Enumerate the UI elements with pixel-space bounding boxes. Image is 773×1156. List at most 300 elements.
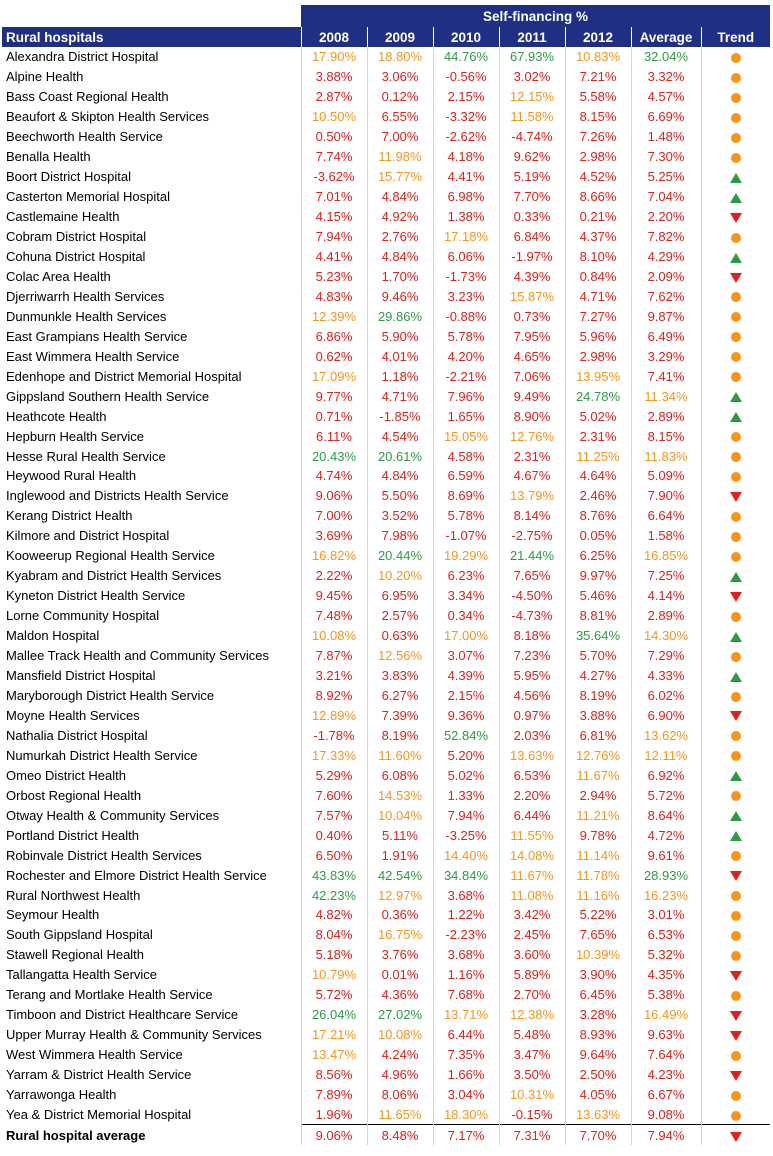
value-2010: -0.56% xyxy=(433,67,499,87)
value-2008: 1.96% xyxy=(301,1105,367,1125)
hospital-name: Hesse Rural Health Service xyxy=(6,448,166,464)
value-2012: 5.70% xyxy=(565,646,631,666)
value-2009: 7.00% xyxy=(367,127,433,147)
average-value: 3.32% xyxy=(631,67,701,87)
value-2008: 4.83% xyxy=(301,286,367,306)
value-2012: 6.81% xyxy=(565,725,631,745)
table-row xyxy=(2,167,770,187)
value-2012: 2.94% xyxy=(565,785,631,805)
trend-cell xyxy=(701,466,770,486)
value-2009: 14.53% xyxy=(367,785,433,805)
value-2010: 15.05% xyxy=(433,426,499,446)
average-value: 7.29% xyxy=(631,646,701,666)
value-2009: 0.01% xyxy=(367,965,433,985)
value-2011: -1.97% xyxy=(499,247,565,267)
value-2011: 67.93% xyxy=(499,47,565,67)
average-value: 5.32% xyxy=(631,945,701,965)
trend-cell xyxy=(701,266,770,286)
value-2008: 8.92% xyxy=(301,686,367,706)
value-2010: 4.58% xyxy=(433,446,499,466)
header-year-2011: 2011 xyxy=(499,27,565,47)
trend-cell xyxy=(701,546,770,566)
table-row xyxy=(2,945,770,965)
value-2009: 20.61% xyxy=(367,446,433,466)
hospital-name: Maldon Hospital xyxy=(6,628,100,644)
value-2011: -2.75% xyxy=(499,526,565,546)
trend-down-icon xyxy=(730,273,742,283)
average-value: 9.63% xyxy=(631,1025,701,1045)
value-2010: 2.15% xyxy=(433,87,499,107)
hospital-name: Yea & District Memorial Hospital xyxy=(6,1107,192,1123)
super-header-blank xyxy=(2,5,301,27)
hospital-name: Kooweerup Regional Health Service xyxy=(6,548,215,564)
value-2009: 4.92% xyxy=(367,207,433,227)
value-2011: 3.60% xyxy=(499,945,565,965)
value-2012: 5.58% xyxy=(565,87,631,107)
table-row xyxy=(2,1025,770,1045)
trend-cell xyxy=(701,725,770,745)
value-2010: 6.44% xyxy=(433,1025,499,1045)
value-2012: 11.78% xyxy=(565,865,631,885)
trend-cell xyxy=(701,247,770,267)
table-row xyxy=(2,626,770,646)
table-row xyxy=(2,207,770,227)
table-row xyxy=(2,666,770,686)
hospital-name: Edenhope and District Memorial Hospital xyxy=(6,368,242,384)
trend-cell xyxy=(701,925,770,945)
value-2008: 17.09% xyxy=(301,366,367,386)
value-2008: 10.08% xyxy=(301,626,367,646)
value-2008: 3.69% xyxy=(301,526,367,546)
average-value: 4.35% xyxy=(631,965,701,985)
value-2010: 13.71% xyxy=(433,1005,499,1025)
value-2011: 6.53% xyxy=(499,765,565,785)
trend-cell xyxy=(701,207,770,227)
table-row xyxy=(2,805,770,825)
value-2009: -1.85% xyxy=(367,406,433,426)
value-2010: 1.22% xyxy=(433,905,499,925)
value-2010: 1.66% xyxy=(433,1065,499,1085)
table-row xyxy=(2,725,770,745)
value-2010: 1.38% xyxy=(433,207,499,227)
trend-up-icon xyxy=(730,193,742,203)
hospital-name: Kerang District Health xyxy=(6,508,133,524)
value-2012: 5.22% xyxy=(565,905,631,925)
value-2009: 5.50% xyxy=(367,486,433,506)
value-2008: 5.18% xyxy=(301,945,367,965)
column-header-row xyxy=(2,27,770,47)
table-row xyxy=(2,326,770,346)
average-value: 4.72% xyxy=(631,825,701,845)
trend-steady-icon xyxy=(731,233,741,243)
trend-up-icon xyxy=(730,173,742,183)
hospital-name: Omeo District Health xyxy=(6,767,126,783)
value-2010: 3.04% xyxy=(433,1085,499,1105)
value-2010: 0.34% xyxy=(433,606,499,626)
table-row xyxy=(2,885,770,905)
trend-up-icon xyxy=(730,811,742,821)
value-2012: 10.83% xyxy=(565,47,631,67)
average-value: 2.09% xyxy=(631,266,701,286)
trend-cell xyxy=(701,566,770,586)
hospital-name: Yarrawonga Health xyxy=(6,1087,117,1103)
average-value: 9.08% xyxy=(631,1105,701,1125)
average-value: 7.25% xyxy=(631,566,701,586)
value-2010: 1.16% xyxy=(433,965,499,985)
trend-steady-icon xyxy=(731,452,741,462)
table-row xyxy=(2,745,770,765)
trend-cell xyxy=(701,167,770,187)
value-2010: 18.30% xyxy=(433,1105,499,1125)
trend-steady-icon xyxy=(731,312,741,322)
hospital-name: Bass Coast Regional Health xyxy=(6,89,169,105)
value-2009: 18.80% xyxy=(367,47,433,67)
trend-cell xyxy=(701,306,770,326)
trend-steady-icon xyxy=(731,1051,741,1061)
value-2008: 12.89% xyxy=(301,705,367,725)
hospital-name: Maryborough District Health Service xyxy=(6,687,215,703)
value-2008: 7.60% xyxy=(301,785,367,805)
average-value: 16.49% xyxy=(631,1005,701,1025)
average-value: 6.69% xyxy=(631,107,701,127)
value-2011: 2.20% xyxy=(499,785,565,805)
super-header-row xyxy=(2,5,770,27)
value-2009: 4.54% xyxy=(367,426,433,446)
trend-cell xyxy=(701,1045,770,1065)
value-2010: 7.35% xyxy=(433,1045,499,1065)
value-2012: 10.39% xyxy=(565,945,631,965)
trend-down-icon xyxy=(730,592,742,602)
average-value: 7.04% xyxy=(631,187,701,207)
value-2009: 6.95% xyxy=(367,586,433,606)
value-2012: 0.05% xyxy=(565,526,631,546)
hospital-name: Heywood Rural Health xyxy=(6,468,137,484)
value-2010: 3.34% xyxy=(433,586,499,606)
footer-name: Rural hospital average xyxy=(6,1127,146,1143)
value-2011: 6.84% xyxy=(499,227,565,247)
value-2012: 7.26% xyxy=(565,127,631,147)
value-2012: 3.90% xyxy=(565,965,631,985)
trend-steady-icon xyxy=(731,1091,741,1101)
footer-value-2012: 7.70% xyxy=(565,1125,631,1146)
trend-cell xyxy=(701,586,770,606)
trend-down-icon xyxy=(730,492,742,502)
value-2011: 10.31% xyxy=(499,1085,565,1105)
value-2008: 0.71% xyxy=(301,406,367,426)
value-2009: 7.98% xyxy=(367,526,433,546)
value-2008: 13.47% xyxy=(301,1045,367,1065)
hospital-name: Djerriwarrh Health Services xyxy=(6,288,165,304)
value-2010: 19.29% xyxy=(433,546,499,566)
value-2012: 8.93% xyxy=(565,1025,631,1045)
hospital-name: Kyneton District Health Service xyxy=(6,588,186,604)
trend-cell xyxy=(701,626,770,646)
trend-steady-icon xyxy=(731,292,741,302)
trend-cell xyxy=(701,686,770,706)
value-2010: 52.84% xyxy=(433,725,499,745)
value-2012: 8.19% xyxy=(565,686,631,706)
average-value: 7.64% xyxy=(631,1045,701,1065)
hospital-name: Portland District Health xyxy=(6,827,139,843)
hospital-name: Mansfield District Hospital xyxy=(6,668,156,684)
trend-cell xyxy=(701,406,770,426)
value-2011: 8.90% xyxy=(499,406,565,426)
value-2012: 2.46% xyxy=(565,486,631,506)
value-2012: 13.63% xyxy=(565,1105,631,1125)
average-value: 32.04% xyxy=(631,47,701,67)
table-row xyxy=(2,825,770,845)
trend-cell xyxy=(701,426,770,446)
trend-steady-icon xyxy=(731,991,741,1001)
value-2008: 43.83% xyxy=(301,865,367,885)
header-year-2008: 2008 xyxy=(301,27,367,47)
value-2008: 7.74% xyxy=(301,147,367,167)
value-2010: 6.59% xyxy=(433,466,499,486)
value-2008: 20.43% xyxy=(301,446,367,466)
value-2012: 7.27% xyxy=(565,306,631,326)
value-2009: 2.76% xyxy=(367,227,433,247)
footer-trend xyxy=(701,1125,770,1146)
table-row xyxy=(2,227,770,247)
value-2010: 14.40% xyxy=(433,845,499,865)
value-2011: 5.89% xyxy=(499,965,565,985)
value-2011: 7.06% xyxy=(499,366,565,386)
value-2009: 12.56% xyxy=(367,646,433,666)
value-2012: 4.64% xyxy=(565,466,631,486)
value-2009: 4.96% xyxy=(367,1065,433,1085)
value-2009: 5.90% xyxy=(367,326,433,346)
average-value: 7.82% xyxy=(631,227,701,247)
header-rural-hospitals: Rural hospitals xyxy=(2,27,301,47)
value-2011: 15.87% xyxy=(499,286,565,306)
table-body xyxy=(2,47,770,1125)
hospital-name: Otway Health & Community Services xyxy=(6,807,220,823)
average-value: 2.20% xyxy=(631,207,701,227)
trend-down-icon xyxy=(730,871,742,881)
header-average: Average xyxy=(631,27,701,47)
table-row xyxy=(2,845,770,865)
trend-up-icon xyxy=(730,572,742,582)
hospital-name: Castlemaine Health xyxy=(6,209,120,225)
value-2008: 0.62% xyxy=(301,346,367,366)
trend-steady-icon xyxy=(731,552,741,562)
value-2012: 5.46% xyxy=(565,586,631,606)
table-row xyxy=(2,925,770,945)
value-2012: 2.31% xyxy=(565,426,631,446)
table-row xyxy=(2,286,770,306)
trend-steady-icon xyxy=(731,791,741,801)
value-2010: 6.06% xyxy=(433,247,499,267)
value-2011: 3.47% xyxy=(499,1045,565,1065)
value-2009: 15.77% xyxy=(367,167,433,187)
value-2008: 5.29% xyxy=(301,765,367,785)
value-2008: 26.04% xyxy=(301,1005,367,1025)
value-2009: 11.65% xyxy=(367,1105,433,1125)
table-row xyxy=(2,67,770,87)
value-2012: 8.81% xyxy=(565,606,631,626)
average-value: 9.87% xyxy=(631,306,701,326)
trend-steady-icon xyxy=(731,751,741,761)
table-row xyxy=(2,785,770,805)
value-2008: 16.82% xyxy=(301,546,367,566)
value-2009: 27.02% xyxy=(367,1005,433,1025)
value-2011: 11.67% xyxy=(499,865,565,885)
table-row xyxy=(2,346,770,366)
value-2010: 3.68% xyxy=(433,945,499,965)
average-value: 11.34% xyxy=(631,386,701,406)
hospital-name: Casterton Memorial Hospital xyxy=(6,189,171,205)
trend-down-icon xyxy=(730,971,742,981)
trend-cell xyxy=(701,965,770,985)
trend-up-icon xyxy=(730,412,742,422)
value-2009: 16.75% xyxy=(367,925,433,945)
value-2008: 9.45% xyxy=(301,586,367,606)
table-row xyxy=(2,765,770,785)
value-2009: 1.91% xyxy=(367,845,433,865)
header-trend: Trend xyxy=(701,27,770,47)
table-row xyxy=(2,686,770,706)
value-2008: 10.79% xyxy=(301,965,367,985)
table-row xyxy=(2,1045,770,1065)
value-2012: 2.50% xyxy=(565,1065,631,1085)
value-2012: 11.21% xyxy=(565,805,631,825)
average-value: 3.29% xyxy=(631,346,701,366)
value-2008: 2.87% xyxy=(301,87,367,107)
trend-cell xyxy=(701,1025,770,1045)
average-value: 5.25% xyxy=(631,167,701,187)
table-row xyxy=(2,466,770,486)
value-2009: 3.76% xyxy=(367,945,433,965)
value-2010: 2.15% xyxy=(433,686,499,706)
value-2010: -2.21% xyxy=(433,366,499,386)
value-2010: 3.23% xyxy=(433,286,499,306)
value-2012: 35.64% xyxy=(565,626,631,646)
value-2011: 4.67% xyxy=(499,466,565,486)
trend-cell xyxy=(701,227,770,247)
table-row xyxy=(2,646,770,666)
header-year-2010: 2010 xyxy=(433,27,499,47)
value-2011: 7.65% xyxy=(499,566,565,586)
value-2010: -0.88% xyxy=(433,306,499,326)
hospital-name: East Wimmera Health Service xyxy=(6,348,180,364)
value-2012: 5.96% xyxy=(565,326,631,346)
value-2010: 17.00% xyxy=(433,626,499,646)
value-2008: 4.82% xyxy=(301,905,367,925)
value-2008: 12.39% xyxy=(301,306,367,326)
trend-cell xyxy=(701,705,770,725)
trend-cell xyxy=(701,147,770,167)
value-2009: 0.36% xyxy=(367,905,433,925)
value-2010: 7.68% xyxy=(433,985,499,1005)
hospital-name: Nathalia District Hospital xyxy=(6,727,148,743)
trend-steady-icon xyxy=(731,73,741,83)
trend-cell xyxy=(701,506,770,526)
trend-cell xyxy=(701,765,770,785)
value-2011: 5.19% xyxy=(499,167,565,187)
value-2012: 3.88% xyxy=(565,705,631,725)
value-2012: 0.84% xyxy=(565,266,631,286)
value-2010: 9.36% xyxy=(433,705,499,725)
value-2011: -0.15% xyxy=(499,1105,565,1125)
value-2008: 4.41% xyxy=(301,247,367,267)
value-2012: 8.10% xyxy=(565,247,631,267)
table-row xyxy=(2,586,770,606)
value-2012: 5.02% xyxy=(565,406,631,426)
average-value: 4.33% xyxy=(631,666,701,686)
value-2009: 8.06% xyxy=(367,1085,433,1105)
value-2009: 9.46% xyxy=(367,286,433,306)
value-2011: 13.63% xyxy=(499,745,565,765)
average-value: 1.58% xyxy=(631,526,701,546)
value-2009: 4.84% xyxy=(367,466,433,486)
value-2008: 6.50% xyxy=(301,845,367,865)
value-2008: 8.04% xyxy=(301,925,367,945)
hospital-name: Seymour Health xyxy=(6,907,100,923)
hospital-name: Colac Area Health xyxy=(6,268,111,284)
value-2011: -4.50% xyxy=(499,586,565,606)
value-2009: 10.04% xyxy=(367,805,433,825)
value-2008: 5.23% xyxy=(301,266,367,286)
value-2010: 5.02% xyxy=(433,765,499,785)
table-row xyxy=(2,446,770,466)
table-row xyxy=(2,87,770,107)
average-value: 2.89% xyxy=(631,406,701,426)
value-2009: 1.70% xyxy=(367,266,433,286)
value-2011: 11.08% xyxy=(499,885,565,905)
value-2012: 11.67% xyxy=(565,765,631,785)
trend-steady-icon xyxy=(731,332,741,342)
value-2009: 4.01% xyxy=(367,346,433,366)
trend-cell xyxy=(701,985,770,1005)
trend-cell xyxy=(701,1005,770,1025)
table-row xyxy=(2,1065,770,1085)
hospital-name: Rochester and Elmore District Health Service xyxy=(6,867,267,883)
value-2010: 44.76% xyxy=(433,47,499,67)
value-2010: 4.39% xyxy=(433,666,499,686)
value-2011: 0.73% xyxy=(499,306,565,326)
value-2010: 6.23% xyxy=(433,566,499,586)
value-2011: -4.74% xyxy=(499,127,565,147)
average-value: 2.89% xyxy=(631,606,701,626)
trend-up-icon xyxy=(730,253,742,263)
trend-cell xyxy=(701,326,770,346)
trend-cell xyxy=(701,67,770,87)
trend-steady-icon xyxy=(731,133,741,143)
table-row xyxy=(2,386,770,406)
value-2009: 10.20% xyxy=(367,566,433,586)
value-2009: 5.11% xyxy=(367,825,433,845)
table-row xyxy=(2,566,770,586)
average-value: 5.72% xyxy=(631,785,701,805)
value-2011: 0.33% xyxy=(499,207,565,227)
value-2011: 11.58% xyxy=(499,107,565,127)
value-2011: 2.31% xyxy=(499,446,565,466)
value-2008: -3.62% xyxy=(301,167,367,187)
hospital-name: Orbost Regional Health xyxy=(6,787,142,803)
value-2012: 9.78% xyxy=(565,825,631,845)
trend-steady-icon xyxy=(731,153,741,163)
footer-value-2008: 9.06% xyxy=(301,1125,367,1146)
trend-steady-icon xyxy=(731,652,741,662)
average-value: 28.93% xyxy=(631,865,701,885)
table-row xyxy=(2,187,770,207)
table-row xyxy=(2,526,770,546)
value-2011: 3.42% xyxy=(499,905,565,925)
value-2012: 3.28% xyxy=(565,1005,631,1025)
average-value: 6.64% xyxy=(631,506,701,526)
average-value: 6.90% xyxy=(631,705,701,725)
value-2010: 5.78% xyxy=(433,506,499,526)
